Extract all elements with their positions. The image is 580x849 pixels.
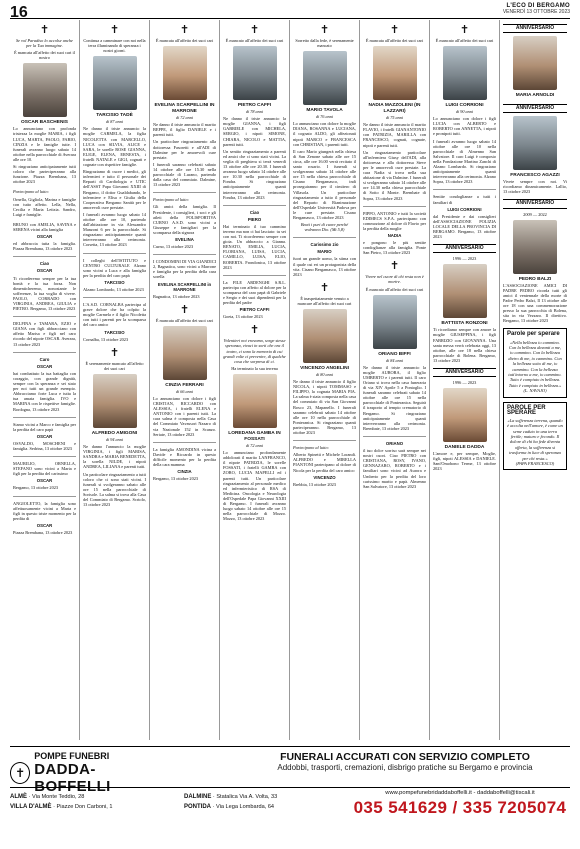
deceased-name: PIETRO CAFFI (237, 103, 272, 109)
deceased-photo (443, 264, 487, 318)
deceased-photo (513, 220, 557, 274)
condolence-signature: Brebbia, 13 ottobre 2023 (293, 481, 336, 487)
anniversary-body: L'ASSOCIAZIONE AMICI DI PADRE PEDRO ricorda tutti gli amici il ventennale della morte di Padre Pedro Balzi, Il 13 ottobre alle ore 18 con una commemorazione presso la sua parrocchia di Bolena, sita in via Vezzaro. Il direttivo. Bergamo, 13 ottobre 2023 (503, 282, 567, 324)
condolence-name: LUIGI CORRIONI (447, 206, 482, 212)
condolence-greeting: Caro (39, 356, 50, 362)
quote-box-2 (503, 402, 567, 471)
deceased-name: MARIO TAVOLA (306, 108, 343, 114)
condolence (13, 189, 76, 216)
condolence-signature: Piazza Brembana, 13 ottobre 2023 (13, 530, 73, 535)
condolence-name: OSCAR (36, 433, 53, 439)
notice-text: Continua a camminare con noi nella terra illuminando di speranza i nostri giorni. (83, 38, 146, 54)
anniversary-body: Vivete sempre con noi. Vi ricordiamo dinamicamente. Lallio, 13 ottobre 2023 (503, 179, 567, 195)
deceased-photo (163, 46, 207, 100)
notice-body: Ne danno il triste annuncio la moglie CARMELA, la figlia NICOLETTA con MARCELLO, LUCA con SILVIA, ALICE e SARA, le sorelle ROSE GIANNA, ELIGE, ELENA, ERNESTA, i fratelli NATALE e GIGI, cognati e cognate con rispettive famiglie. (83, 126, 146, 168)
notice-body: Ne danno il triste annuncio il figlio NICOLA, i nipoti TOMMASO e FILIPPO, la cognata MARIA PIA. La salma è stata composta nella casa del commiato di via San Giovanni Bosco 23, Mapanello. I funerali saranno celebrati sabato 14 ottobre alle ore 10 nella parrocchiale di Ponteranica. Si ringraziano quanti parteciperanno. Bergamo, 13 ottobre 2023 (293, 379, 356, 436)
condolence-signature: Curno, 13 ottobre 2023 (153, 244, 194, 250)
notice-mazzoleni (363, 24, 426, 201)
ad-brand-line1: POMPE FUNEBRI (34, 751, 110, 761)
condolence (223, 210, 286, 270)
anniversary-years: 1996 — 2023 (452, 380, 477, 386)
quote-box-title: Parole per sperare (507, 331, 560, 338)
deceased-name: OSCAR BASCHENIS (21, 120, 68, 126)
condolence-name: MARIO (317, 249, 332, 255)
quote-box-source: (PAPA FRANCESCO) (515, 461, 555, 466)
divider (83, 253, 146, 254)
condolence-name: PIERO (247, 216, 262, 222)
condolence (13, 261, 76, 311)
deceased-photo (303, 51, 347, 105)
divider (83, 297, 146, 298)
deceased-photo (443, 388, 487, 442)
divider (223, 205, 286, 206)
divider (223, 275, 286, 276)
notice-funeral: Un sentito ringraziamento a parenti ed amici che ci sono stati vicini. La veglia di preghiera si terrà venerdì 13 ottobre alle ore 20.30. I funerali avranno luogo sabato 14 ottobre alle ore 10.30 nella parrocchiale di Fondra. Si ringraziano anticipatamente quanti interverranno alla cerimonia. Fondra, 13 ottobre 2023 (223, 148, 286, 200)
notice-text: È mancata all'affetto dei suoi cari (155, 38, 214, 43)
condolence-body: hai combattuto la tua battaglia con coraggio, con grande dignità, sempre con la speranza e sei stato per noi tutti un grande esempio. Abbracciamo forte Luca e tutta la tua amata famiglia. IVO e MARINA con le rispettive famiglie. Bordogna, 13 ottobre 2023 (13, 370, 76, 412)
condolence (13, 321, 76, 346)
anniversary-balzi (503, 199, 567, 323)
condolence-name: ORIANO (385, 440, 404, 446)
address-city: ALMÈ (10, 794, 27, 800)
condolence-signature: dal Presidente e dai consiglieri dell'ASSOCIAZIONE POLIZIA LOCALE DELLA PROVINCIA DI BERGAMO. Bergamo, 13 ottobre 2023 (433, 213, 496, 240)
notice-poem: Volentieri noi eravamo, sorge stesse speranza, vivaci in sorti che ora il teatro, ci sono la memoria di cui grandi volte ci prevenire, dì qualche cosa che sorpresa di ci. (223, 338, 286, 364)
divider (13, 496, 76, 497)
notice-thanks: Un particolare ringraziamento alla dottoressa Fasoretti e all'ADI di Dalmine per le amorevoli cure prestate. (153, 139, 216, 160)
notice-body: Lo annunciano con dolore i figli LUCIA con ALBERTO e ROBERTO con ANNETTA, i nipoti e pronipoti tutti. (433, 116, 496, 137)
condolence-greeting: Ciao (39, 261, 50, 267)
condolence-body: il tuo dolce sorriso sarà sempre nei nostri cuori. Ciao PIETRO con CRISTIANA, ROSY, IVANO, GENNAZARO, ROBERTO e i familiari sono vicini ad Aurora e Umberto per la perdita del loro carissimo marito e papà. Almenno San Salvatore, 13 ottobre 2023 (363, 448, 426, 489)
notice-funeral: I funerali avranno luogo sabato 14 ottobre alle ore 10 nella parrocchiale di Almenno San Salvatore. Il caro Luigi è composto nella Fondazione Martino Zanchi di Alzano Lombardo. Si ringraziano anticipatamente quanti interverranno alla cerimonia. Alzano Sopra, 13 ottobre 2023 (433, 138, 496, 185)
cross-icon: ✝ (39, 23, 50, 36)
deceased-name: NADIA MAZZOLENI (IN LAZZARI) (368, 103, 421, 115)
notice-poem: Vivere nel cuore di chi resta non è morire. (365, 274, 424, 285)
condolence-name: NADIA (387, 232, 402, 238)
condolence-body: Gli amici della famiglia. Il Presidente, i consiglieri, i soci e gli atleti della POLISPORTIVA CURNO A.S.D. sono vicini a Giuseppe e famigliari per la scomparsa della signora (153, 204, 216, 235)
condolence-body: La famiglia AMONDINA vicina a Davide e Riccardo in questo difficile momento per la perdita della cara mamma (153, 446, 216, 468)
notice-text: È mancato all'affetto dei suoi cari (365, 286, 424, 292)
condolence (153, 197, 216, 249)
deceased-photo (443, 46, 487, 100)
divider (13, 352, 76, 353)
condolence-signature: Bergamo, 13 ottobre 2023 (13, 485, 59, 491)
deceased-name: VINCENZO ANGELINI (300, 366, 349, 371)
anniversary-body: Ti ricordiamo sempre con amore la moglie GIUSEPPINA, i figli FABRIZIO con GIOVANNA. Una santa messa verrà celebrata oggi, 13 ottobre, alle ore 18 nella chiesa parrocchiale di Bolena. Bergamo, 13 ottobre 2023 (433, 327, 496, 363)
notice-text: È inaspettatamente venuto a mancare all'affetto dei suoi cari (297, 295, 352, 306)
address-street: Via Monte Teddio, 28 (31, 794, 85, 800)
condolence-signature: Bagnatica, 13 ottobre 2023 (153, 293, 200, 299)
divider (363, 206, 426, 207)
notice-funeral: Un ringraziamento particolare all'infermiera Giusy dell'ADI, alla dottoressa e alla dottoressa Steve per le amorevoli cure prestate. La cara Nadia si trova nella sua abitazione di via Dalmine. I funerali si svolgeranno sabato 14 ottobre alle ore 14.30 nella chiesa parrocchiale di Sotto il Monte. Brembate di Sopra, 13 ottobre 2023 (363, 149, 426, 201)
deceased-name: MARIA ARNOLDI (515, 93, 555, 99)
condolence-body: Siamo vicini a Marco e famiglia per la perdita del caro papà (13, 421, 76, 432)
notice-tade (83, 24, 146, 248)
anniversary-body: L'amore e, per sempre, Moglie, figli, nipoti ALESSIA e DANIELE. Sant'Omobono Terme, 13 ottobre 2023 (433, 451, 496, 472)
deceased-photo (373, 295, 417, 349)
publication-name: L'ECO DI BERGAMO (506, 3, 570, 9)
obituaries-grid (10, 20, 570, 740)
anniversary-heading: ANNIVERSARIO (503, 199, 567, 208)
deceased-age: di 75 anni (386, 115, 403, 121)
condolence-name: OSCAR (36, 234, 53, 240)
condolence-body: I colleghi dell'ISTITUTO e CENTRO CULTURALE Alzano sono vicini a Luca e alla famiglia per la perdita del caro papà (83, 257, 146, 278)
notice-angelini (293, 282, 356, 435)
condolence-body: ed abbraccia tutta la famiglia. Piazza Brembana, 13 ottobre 2023 (13, 241, 76, 252)
notice-body: Lo annunciano con dolore la moglie DIANA, ROSANNA e LUCIANA, il cognato ALDO, gli affezionati nipoti MARCO e FRANCESCA con CHRISTIAN, i parenti tutti. (293, 121, 356, 147)
divider (153, 442, 216, 443)
column-1 (10, 20, 80, 740)
ad-phones[interactable]: 035 541629 / 335 7205074 (353, 798, 567, 817)
condolence-name: CINZIA (177, 469, 192, 475)
cross-icon: ✝ (249, 323, 260, 337)
anniversary-agazzi (503, 104, 567, 194)
divider (433, 189, 496, 190)
deceased-name: TARCISIO TADÈ (96, 113, 133, 119)
condolence-greeting: Carissimo zio (310, 242, 339, 248)
notice-text: È mancato all'affetto dei suoi cari (225, 38, 284, 43)
condolence-body: fuori un grande uomo, la stima con il quale cui eri un protagonista della vita. Cisano Bergamasco, 13 ottobre 2023 (293, 256, 356, 277)
condolence-signature: Cornalba, 13 ottobre 2023 (83, 336, 129, 342)
condolence (293, 445, 356, 487)
deceased-name: ALFREDO AMIGONI (91, 430, 138, 436)
ad-email[interactable]: www.pompefunebridaddaboffelli.it - daddaboffelli@tiscali.it (385, 790, 535, 796)
condolence (153, 259, 216, 299)
column-8 (500, 20, 570, 740)
condolence (363, 441, 426, 489)
cross-icon: ✝ (319, 280, 330, 294)
notice-text: È mancata all'affetto dei suoi cari (365, 38, 424, 43)
deceased-age: di 76 anni (316, 114, 333, 120)
notice-baschenis (13, 24, 76, 184)
condolence (153, 447, 216, 482)
divider (153, 192, 216, 193)
notice-body: Ne danno il triste annuncio la moglie AURORA, il figlio UMBERTO e i parenti tutti. Il caro Oriano si trova nella casa funeraria di via XIV Aprile 5 a Pontoglio. I funerali saranno celebrati sabato 14 ottobre alle ore 15 nella parrocchiale di Ponteranica. Seguirà il trasporto al tempio crematorio di Bergamo. Si ringraziano anticipatamente quanti interverranno alla cerimonia. Brembate, 13 ottobre 2023 (363, 364, 426, 431)
column-3 (150, 20, 220, 740)
condolence (83, 258, 146, 293)
notice-tavola (293, 24, 356, 232)
quote-box-body: «La sofferenza terrena, quando è accolta nell'amore, è come un seme caduto in una terra fertile; maturo e fecondo. Il dolore di chi ha fede diventa offerta, la sofferenza si trasforma in luce di speranza per chi resta.» (507, 417, 563, 461)
deceased-photo (233, 374, 277, 428)
deceased-age: di 72 anni (176, 115, 193, 121)
cross-icon: ✝ (249, 23, 260, 36)
notice-amigoni (83, 347, 146, 507)
condolence-body: I CONDOMINI DI VIA GIANDICI 2, Bagnatica, sono vicini a Marrone e famiglia per la perdita della cara sorella (153, 259, 216, 280)
condolence-name: EVELINA (175, 236, 194, 242)
condolence-name: TARCISIO (104, 279, 125, 285)
deceased-name: BATTISTA RONZONI (441, 321, 488, 327)
deceased-age: di 90 anni (456, 109, 473, 115)
condolence (293, 242, 356, 277)
condolence (223, 280, 286, 320)
quote-box-body: «Nella bellezza io cammino. Con la bellezza davanti a me, io cammino. Con la bellezza dietro di me, io cammino. Con la bellezza sotto di me, io cammino. Con la bellezza tutt'intorno a me, io cammino. Tutto è compiuto in bellezza. Tutto è compiuto in bellezza.» (508, 339, 562, 388)
cross-icon: ✝ (109, 345, 120, 359)
notice-text: È serenamente mancato all'affetto dei suoi cari (85, 360, 144, 371)
address-city: VILLA D'ALMÈ (10, 804, 52, 810)
notice-ferrari (153, 304, 216, 437)
divider (13, 316, 76, 317)
condolence-head: Partecipano al lutto: (293, 445, 330, 451)
divider (293, 237, 356, 238)
cross-icon: ✝ (389, 23, 400, 36)
deceased-name: EVELINA SCARPELLINI IN MARRONE (154, 103, 215, 115)
address-dalmine: DALMINE · Statalica Via A. Volta, 33 (184, 794, 278, 800)
condolence (13, 461, 76, 490)
page-number: 16 (10, 4, 28, 21)
condolence-head: Partecipano al lutto: (13, 189, 50, 195)
ad-sub: Addobbi, trasporti, cremazioni, disbrigo pratiche su Bergamo e provincia (277, 763, 533, 772)
anniversary-years: 1996 — 2023 (452, 256, 477, 262)
anniversary-heading: ANNIVERSARIO (503, 24, 567, 33)
divider (153, 254, 216, 255)
ad-headline (240, 751, 570, 772)
cross-icon: ✝ (459, 23, 470, 36)
deceased-photo (513, 116, 557, 170)
condolence-name: OSCAR (36, 522, 53, 528)
deceased-name: CINZIA FERRARI (165, 382, 204, 388)
notice-text: Ha terminato la sua terrena (231, 365, 278, 371)
condolence-body: Ti ricorderemo sempre per la tua bontà e la tua forza. Non dimenticheremo, nonostante le sofferenze, la tua voglia di vivere. PAOLO, CORRADO con VIRGINIA, ANDREA, GIULIA e PIETRO. Bergamo, 13 ottobre 2023 (13, 275, 76, 312)
condolence-name: EVELINA SCARPELLINI in MARRONE (157, 281, 212, 292)
deceased-name: DANIELE DADDA (444, 445, 485, 451)
condolence-signature: Goeta, 13 ottobre 2023 (223, 314, 263, 320)
condolence-body: Hai terminato il tuo cammino terreno ma non ci hai lasciato: tu sei con noi. Ti ricorderemo sempre con gioia. Un abbraccio a Gianna. RENATO, EMILIA, LUCIA, FLORIANA, LUISA, LUCIA, CAMILLO, LUISA, ELIO, ROBERTA. Frondonica, 13 ottobre 2023 (223, 223, 286, 270)
deceased-photo (93, 374, 137, 428)
notice-body: Ne danno il triste annuncio il marito BEPPE, il figlio DANIELE e i parenti tutti. (153, 122, 216, 138)
address-street: Statalica Via A. Volta, 33 (216, 794, 278, 800)
notice-gamba (223, 324, 286, 521)
deceased-name: LOREDANA GAMBA IN FOSSATI (228, 430, 281, 442)
condolence-body: La FILE ARDENGHI S.R.L. partecipa con affetto al dolore per la scomparsa del caro papà di Gabriele e Sergio e dei suoi dipendenti per la perdita del padre (223, 279, 286, 306)
quote-box (503, 328, 567, 397)
notice-body: Lo annunciano profondamente addolorati il marito LANFRANCO, il nipote PATRIZIA, le sorelle FOSSATI, i fratelli GAMBA con ZORO, LUCIA MAPELLI ed i parenti tutti. Un particolare ringraziamento al personale medico ed infermieristico di RSA di Medicina. Oncologia e Neurologia dell'Ospedale Papa Giovanni XXIII di Bergamo. I funerali avranno luogo sabato 14 ottobre alle ore 15 nella parrocchiale di Mozzo. Mozzo, 13 ottobre 2023 (223, 450, 286, 522)
cross-logo-icon: ✝ (10, 762, 30, 784)
cross-icon: ✝ (319, 23, 330, 36)
ad-contacts (350, 790, 570, 818)
address-city: PONTIDA (184, 804, 211, 810)
divider (293, 440, 356, 441)
condolence-name: OSCAR (36, 478, 53, 484)
address-villa-dalme: VILLA D'ALMÈ · Piazze Don Carboni, 1 (10, 804, 113, 810)
deceased-name: PEDRO BALZI (518, 276, 552, 282)
divider (13, 456, 76, 457)
condolence-signature: Bergamo, 13 ottobre 2023 (153, 476, 199, 482)
notice-funeral: I funerali saranno celebrati sabato 14 ottobre alle ore 15.30 nella parrocchiale di Lurano, partendo dalla casa del commiato. Dalmine, 13 ottobre 2023 (153, 161, 216, 188)
quote-box-source: (L. NAVAJO) (523, 388, 547, 394)
condolence-signature: Alzano Lombardo, 13 ottobre 2023 (83, 287, 144, 292)
deceased-name: ORIANO BIFFI (378, 351, 411, 357)
notice-text: È mancata all'affetto dei suoi cari (155, 317, 214, 323)
notice-funeral: Un particolare ringraziamento a tutti coloro che ci sono stati vicini. I funerali si svolgeranno sabato alle ore 15 nella parrocchiale di Sorisole. La salma si trova alla Casa del Commiato di Bergamo. Scriolo, 13 ottobre 2023 (83, 471, 146, 508)
condolence (13, 422, 76, 451)
deceased-photo (373, 46, 417, 100)
condolence-body: DELFINA e TAMARA, EZIO e GIANA con figli abbracciano con affetto Marisa e figli nel caro ricordo del nipote OSCAR. Averara, 13 ottobre 2023 (13, 321, 76, 347)
deceased-photo (303, 309, 347, 363)
deceased-age: di 72 anni (246, 442, 263, 448)
deceased-photo (233, 46, 277, 100)
deceased-photo (513, 36, 557, 90)
ad-contacts-band (10, 787, 570, 841)
anniversary-ronzoni (433, 244, 496, 363)
condolence (13, 501, 76, 536)
address-street: Piazze Don Carboni, 1 (56, 804, 113, 810)
condolence-body: Ornella, Gigliola, Marina e famiglie con tutto affetto. Lella, Nella, Cecilia e Maria Letizia. Sandro, Luigi e famiglie. (13, 196, 76, 217)
deceased-photo (93, 56, 137, 110)
address-alme: ALMÈ · Via Monte Teddio, 28 (10, 794, 85, 800)
top-rule (10, 18, 570, 19)
notice-quote: Beati i puri di cuore perché vedranno Dio. (Mt 5,8) (300, 222, 349, 233)
condolence-body: Alberto Spinetti e Michele Lorandi. ALFREDO e MIRELLA PIANTONI partecipano al dolore di Nicola per la perdita del caro amico (293, 452, 356, 473)
deceased-name: LUIGI CORRIONI (445, 103, 484, 109)
deceased-photo (23, 63, 67, 117)
cross-icon: ✝ (109, 23, 120, 36)
condolence-body: MAURILIO, ORNELLA, STEFANO sono vicini a Marta e figli per la perdita del carissimo (13, 461, 76, 477)
condolence-signature: OSVALDO, MOSCHENI e famiglia. Sedrina, 13 ottobre 2023 (13, 440, 76, 451)
divider (13, 417, 76, 418)
condolence-name: PIETRO CAFFI (239, 307, 270, 313)
column-2 (80, 20, 150, 740)
condolence-name: OSCAR (36, 268, 53, 274)
notice-corrioni (433, 24, 496, 184)
deceased-age: di 78 anni (246, 109, 263, 115)
condolence-body: L'A.S.D. CORNALBA partecipa al grave dolore che ha colpito la moglie Carmela e il figlio Nicoletta con tutti i parenti per la scomparsa del caro amico (83, 302, 146, 328)
condolence-greeting: Ciao (249, 209, 260, 215)
deceased-age: di 84 anni (386, 357, 403, 363)
condolence-name: OSCAR (36, 363, 53, 369)
notice-caffi (223, 24, 286, 200)
notice-note: Si ringraziano anticipatamente tutti coloro che parteciperanno alla funzione. Piazza Brembana, 13 ottobre 2023 (13, 164, 76, 185)
condolence (83, 302, 146, 342)
condolence-body: Sentite condoglianze a tutti i familiari di (433, 194, 496, 205)
notice-body: Ne danno l'annuncio la moglie VIRGINIA, i figli MARISA, SANDRA e MARIA BENEDETTA, la sorella NILDE, i nipoti ANDREA, LILIANA e parenti tutti. (83, 444, 146, 470)
anniversary-heading: ANNIVERSARIO (433, 244, 496, 253)
cross-icon: ✝ (179, 23, 190, 36)
anniversary-heading: ANNIVERSARIO (503, 104, 567, 113)
notice-scarpellini (153, 24, 216, 187)
divider (13, 256, 76, 257)
address-pontida: PONTIDA · Via Lega Lombarda, 64 (184, 804, 275, 810)
anniversary-arnoldi (503, 24, 567, 99)
notice-text: È mancata all'affetto dei suoi cari il nostro (14, 50, 75, 61)
deceased-age: di 66 anni (176, 388, 193, 394)
notice-body: Lo annunciano con profonda tristezza la moglie MARIA, i figli LUCA, MARTA, PAOLO, FABIO, CINZIA e le famiglie tutte. I funerali avranno luogo sabato 14 ottobre nella parrocchiale di Averara alle ore 10. (13, 126, 76, 162)
condolence (13, 222, 76, 251)
column-4 (220, 20, 290, 740)
column-5 (290, 20, 360, 740)
notice-funeral: Il caro Mario giungerà nella chiesa di San Zenone sabato alle ore 15 circa, alle ore 16.00 verrà recitato il santo rosario. I funerali si svolgeranno sabato 14 ottobre alle ore 15 nella chiesa parrocchiale di Cisano Bergamasco, indi proseguiranno per il cimitero di Villasola. Un particolare ringraziamento a tutto il personale del Reparto di Rianimazione dell'Ospedale Università Padova per le cure prestate. Cisano Bergamasco, 13 ottobre 2023 (293, 148, 356, 220)
condolence-signature: e pongono le più sentite condoglianze alla famiglia. Ponte San Pietro, 13 ottobre 2023 (363, 240, 426, 256)
column-7 (430, 20, 500, 740)
condolence-body: ANGIOLETTO, la famiglia sono affettuosamente vicini a Marta e figli in questo triste momento per la perdita di (13, 500, 76, 521)
publication-date: VENERDÌ 13 OTTOBRE 2023 (502, 9, 570, 15)
notice-funeral: I funerali avranno luogo sabato 14 ottobre alle ore 10, partendo dall'abitazione in via Alessandro Manzoni 6 per la parrocchiale. Si ringraziano anticipatamente quanti interverranno alla cerimonia. Corsetta, 13 ottobre 2023 (83, 211, 146, 248)
anniversary-heading: ANNIVERSARIO (433, 368, 496, 377)
notice-body: Lo annunciano con dolore i figli CRISTIAN, RICCARDO con ALESSIA, i fratelli ELENA e ANTONIO con i parenti tutti. La cara salma è composta nella Casa del Commiato Vavassori Nazaro di via Nazionale 152 in Scanzo. Seriate, 13 ottobre 2023 (153, 396, 216, 437)
condolence (433, 194, 496, 239)
divider (363, 436, 426, 437)
condolence (13, 357, 76, 412)
ad-brand-line2: DADDA-BOFFELLI (34, 761, 111, 795)
notice-intro: Se vol Paradiso lo accolse anche per la Tua immagine. (16, 38, 73, 49)
notice-text: Sorretto dalla fede, è serenamente mancato (295, 38, 354, 49)
condolence (363, 211, 426, 256)
funeral-home-ad (10, 746, 570, 842)
notice-body: Ne danno il triste annuncio la moglie GIANNA, i figli GABRIELE con MICHELA, SERGIO, i nipoti SIMONE, CHIARA, NICOLO e MATTIA, parenti tutti. (223, 116, 286, 147)
cross-icon: ✝ (389, 259, 400, 273)
condolence-head: Partecipano al lutto: (153, 197, 190, 203)
anniversary-dadda (433, 368, 496, 472)
notice-thanks: Ringraziamo di cuore i medici, gli infermieri e tutto il personale dei Reparti di Cardiologia e UTIC dell'ASST Papa Giovanni XXIII di Bergamo, il dottor Gualdabando, le infermiere e Elisa e Giulia della Cooperativa Bergamo Sanità per le amorevoli cure prestate. (83, 169, 146, 210)
anniversary-years: 2009 — 2022 (523, 211, 547, 217)
notice-biffi (363, 260, 426, 431)
addresses (10, 794, 350, 810)
cross-icon: ✝ (179, 302, 190, 316)
deceased-photo (163, 326, 207, 380)
condolence-body: PIPPO, ANTONIO e tutti la società EDIMECS S.P.A. partecipano con commozione al dolore di Flavio per la perdita della moglie (363, 210, 426, 231)
condolence-name: VINCENZO (313, 474, 336, 480)
deceased-age: di 80 anni (316, 372, 333, 377)
condolence-text: BRUNO con AMELIA, SAVINA e SERENA vicini alla famiglia (13, 221, 76, 232)
deceased-age: di 87 anni (106, 119, 123, 125)
address-city: DALMINE (184, 794, 212, 800)
address-street: Via Lega Lombarda, 64 (215, 804, 275, 810)
notice-text: È mancato all'affetto dei suoi cari (435, 38, 494, 43)
quote-box-title: PAROLE PER SPERARE (507, 404, 546, 416)
deceased-age: di 94 anni (106, 436, 123, 442)
ad-head: FUNERALI ACCURATI CON SERVIZIO COMPLETO (280, 751, 530, 763)
condolence-name: TARCISIO (104, 329, 125, 335)
notice-body: Ne danno il triste annuncio il marito FLAVIO, i fratelli GIANANTONIO con PATRIZIA, MARILLA con FRANCESCO, cognati, cognate, nipoti e parenti tutti. (363, 122, 426, 148)
deceased-name: FRANCESCO AGAZZI (510, 173, 560, 179)
masthead (503, 3, 570, 15)
column-6 (360, 20, 430, 740)
